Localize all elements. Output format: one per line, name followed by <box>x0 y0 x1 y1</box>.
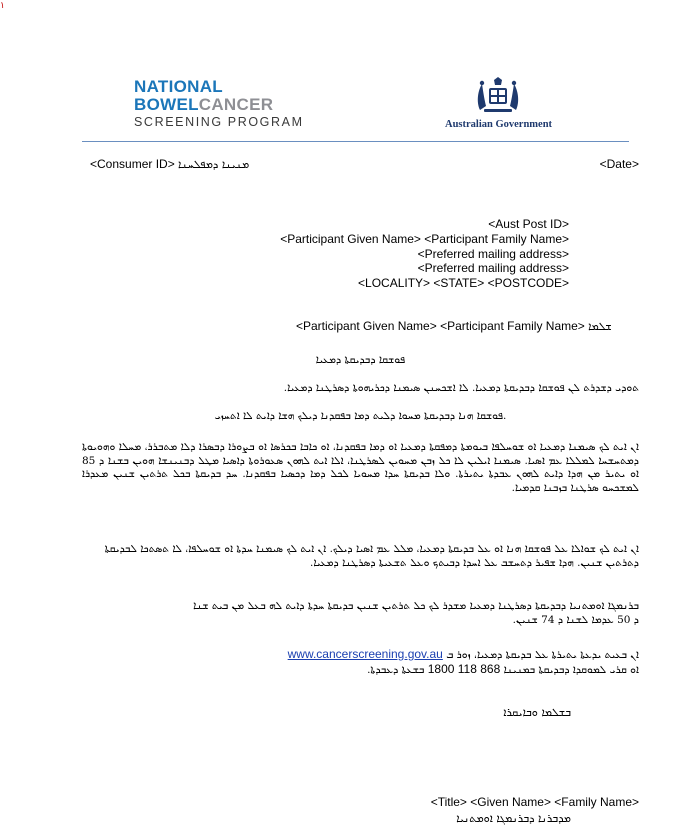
consumer-id-placeholder: <Consumer ID> <box>90 157 175 171</box>
signature-name: <Title> <Given Name> <Family Name> <box>430 795 639 809</box>
paragraph-program <box>82 600 639 627</box>
logo-cancer: CANCER <box>198 95 274 114</box>
header-divider <box>82 141 629 142</box>
address-block <box>280 217 569 291</box>
paragraph-normal: ܦܘܫܩܐ ܗܢܐ ܕܒܕܝܩܬܐ ܡܚܘܐ ܕܠܝܬ ܕܡܐ ܒܦܩܕܢܐ ܕܝܠܟ ܗܫܐ ܕܐܝܬ ܠܐ ܐܬܚܙܝ. <box>214 410 507 422</box>
logo-line-national: NATIONAL <box>134 77 223 96</box>
salutation <box>296 319 612 334</box>
nbc-logo <box>134 78 304 129</box>
salutation-word: ܫܠܡܐ <box>588 320 612 333</box>
phone-number: 1800 118 868 <box>427 661 501 676</box>
paragraph-info <box>82 648 639 677</box>
address-line-locality: <LOCALITY> <STATE> <POSTCODE> <box>358 276 569 291</box>
address-line-aust-post-id: <Aust Post ID> <box>488 217 569 231</box>
logo-bowel: BOWEL <box>134 95 199 114</box>
address-line-mailing-1: <Preferred mailing address> <box>417 246 569 261</box>
logo-line-screening: SCREENING PROGRAM <box>134 115 304 129</box>
page-marker: ١ <box>0 0 5 10</box>
info-line-2-text: ܐܘ ܩܪܝ ܠܡܘܩܕܐ ܕܒܕܝܩܬܐ ܒܡܢܝܢܐ <box>503 663 639 676</box>
program-line-2: ܕ 50 ܥܕܡܐ ܠܫܢܐ ܕ 74 ܫܢܝܢ. <box>512 613 639 626</box>
paragraph-symptoms: ܐܢ ܐܝܬ ܠܟ ܣܝܡܢܐ ܕܡܥܝܐ ܐܘ ܫܘܚܠܦܐ ܒܝܘܡܬܐ ܕܡܦܩܬܐ ܕܡܥܝܐ ܐܘ ܕܡܐ ܒܦܩܕܢܐ، ܐܘ ܟܐܒܐ ܒܟܪܣܐ ܐܘ ܒܨܘܪܐ ܕܒܣܪܐ ܕܠܐ ܡܬܒܪܪ، ܡܚܠܐ ܘܗܘܝܘܬܐ ܕܡܬܚܫܚܐ ܠܡܠܠܐ ܥܡ ܐܣܝܐ. ܣܝܡܢܐ ܐܝܠܝܢ ܠܐ ܟܠ ܙܒܢ ܡܚܘܝܢ ܠܣܪܛܢܐ، ܐܠܐ ܐܝܬ ܠܗܘܢ ܣܥܘܪܘܬܐ ܕܐܣܝܐ ܡܛܠ ܕܒܢܝܢܫܐ ܗܘܝܢ ܒܫܢܐ ܕ 85 ܐܘ ܝܬܝܪ ܡܢ ܗܕܐ ܕܐܝܬ ܠܗܘܢ ܥܒܕܬܐ ܝܬܝܪܬܐ. ܘܠܐ ܒܕܝܩܬܐ ܚܕܐ ܡܚܘܝܐ ܠܟܠ ܕܡܐ ܕܟܣܝܐ ܒܦܩܕܢܐ. ܚܕ ܒܕܝܩܬܐ ܒܟܠ ܬܪܬܝܢ ܫܢܝܢ ܡܥܕܪܐ ܠܡܫܟܚܘ ܣܪܛܢܐ ܒܙܒܢܐ ܩܕܡܝܐ. <box>82 441 639 494</box>
logo-line-bowelcancer <box>134 96 304 113</box>
info-line-2 <box>82 663 639 678</box>
closing: ܒܫܠܡܐ ܘܒܐܝܩܪܐ <box>503 706 571 719</box>
letter-subject: ܦܘܫܩܐ ܕܒܕܝܩܬܐ ܕܡܥܝܐ <box>315 354 406 366</box>
address-line-mailing-2: <Preferred mailing address> <box>417 261 569 276</box>
paragraph-questions: ܐܢ ܐܝܬ ܠܟ ܫܘܐܠܐ ܥܠ ܦܘܫܩܐ ܗܢܐ ܐܘ ܥܠ ܒܕܝܩܬܐ ܕܡܥܝܐ، ܡܠܠ ܥܡ ܐܣܝܐ ܕܝܠܟ. ܐܢ ܐܝܬ ܠܟ ܣܝܡܢܐ ܚܕܬܐ ܐܘ ܫܘܚܠܦܐ، ܠܐ ܬܣܬܟܐ ܠܒܕܝܩܬܐ ܕܬܪܬܝܢ ܫܢܝܢ. ܗܕܐ ܫܦܝܪ ܕܬܚܫܒ ܥܠ ܐܚܕܐ ܕܒܝܬܟ ܘܥܠ ܬܫܥܝܬܐ ܕܣܪܛܢܐ ܕܡܥܝܐ. <box>104 543 639 569</box>
info-line-1 <box>82 648 639 663</box>
website-link[interactable]: www.cancerscreening.gov.au <box>287 647 443 661</box>
consumer-id-row <box>90 157 249 172</box>
coat-of-arms-icon <box>470 76 526 116</box>
info-line-2-tail: ܒܫܥܬܐ ܕܥܒܕܬܐ. <box>367 663 425 676</box>
address-line-name: <Participant Given Name> <Participant Family Name> <box>280 231 569 246</box>
info-line-1-text: ܐܢ ܒܥܝܬ ܝܕܥܬܐ ܝܬܝܪܬܐ ܥܠ ܒܕܝܩܬܐ ܕܡܥܝܐ، ܙܘܪ ܒ <box>446 649 639 661</box>
government-logo <box>445 76 551 130</box>
government-label: Australian Government <box>445 119 553 130</box>
consumer-id-label: ܡܢܝܢܐ ܕܡܦܠܚܢܐ <box>178 158 250 171</box>
salutation-name: <Participant Given Name> <Participant Family Name> <box>296 319 585 333</box>
program-line-1: ܒܪܢܡܓܐ ܐܘܡܬܢܝܐ ܕܒܕܝܩܬܐ ܕܣܪܛܢܐ ܕܡܥܝܐ ܡܫܕܪ ܠܟ ܟܠ ܬܪܬܝܢ ܫܢܝܢ ܒܕܝܩܬܐ ܚܕܬܐ ܕܐܝܬ ܠܗ ܒܥܠ ܡܢ ܒܝܬ ܫܢܐ <box>193 600 639 612</box>
date-placeholder: <Date> <box>599 157 639 171</box>
signature-role: ܡܕܒܪܢܐ ܕܒܪܢܡܓܐ ܐܘܡܬܢܝܐ <box>456 812 571 825</box>
paragraph-result: ܬܘܕܝ ܕܫܕܪܬ ܠܢ ܦܘܫܩܐ ܕܒܕܝܩܬܐ ܕܡܥܝܐ. ܠܐ ܐܫܟܚܢܢ ܣܝܡܢܐ ܕܟܪܝܗܘܬܐ ܕܣܪܛܢܐ ܕܡܥܝܐ. <box>283 382 639 394</box>
